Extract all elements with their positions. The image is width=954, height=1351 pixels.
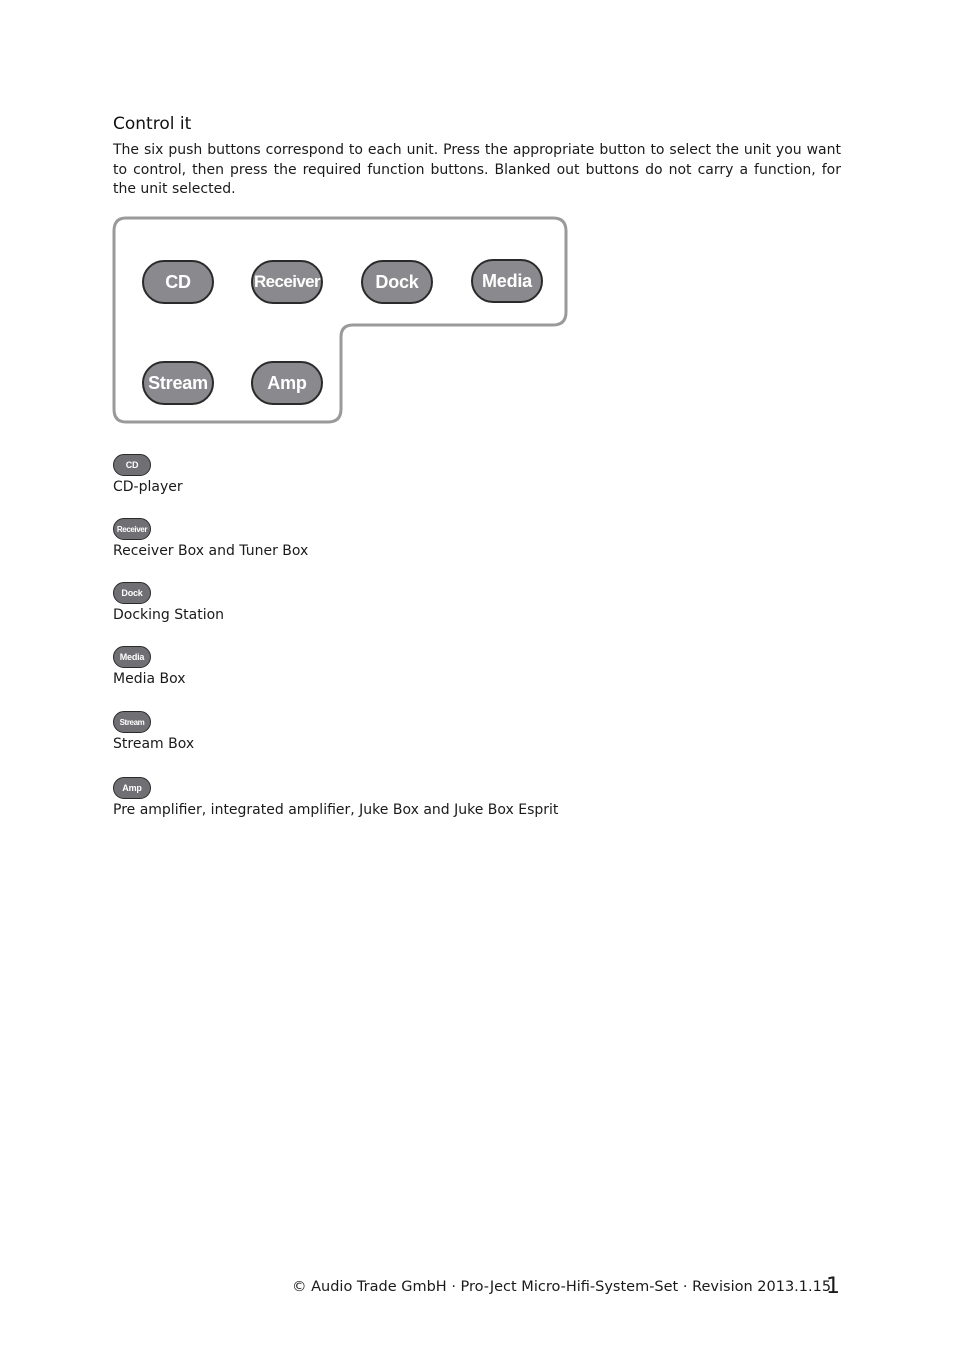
receiver-button[interactable]: Receiver bbox=[251, 260, 323, 304]
dock-button[interactable]: Dock bbox=[361, 260, 433, 304]
receiver-mini-button-icon: Receiver bbox=[113, 518, 151, 540]
intro-paragraph: The six push buttons correspond to each unit. Press the appropriate button to select the unit you want to control, then press the required function buttons. Blanked out buttons do not carry a function, for the unit selected. bbox=[113, 142, 841, 197]
unit-description: CD-player bbox=[113, 479, 183, 495]
footer-copyright: © Audio Trade GmbH · Pro-Ject Micro-Hifi-System-Set · Revision 2013.1.15 bbox=[292, 1279, 832, 1295]
section-title: Control it bbox=[113, 114, 192, 134]
cd-mini-button-icon: CD bbox=[113, 454, 151, 476]
unit-description: Stream Box bbox=[113, 736, 195, 752]
unit-item-receiver bbox=[113, 518, 308, 559]
cd-button[interactable]: CD bbox=[142, 260, 214, 304]
unit-description: Receiver Box and Tuner Box bbox=[113, 543, 309, 559]
unit-item-stream bbox=[113, 711, 194, 752]
remote-button-panel bbox=[112, 216, 572, 426]
dock-mini-button-icon: Dock bbox=[113, 582, 151, 604]
unit-description: Docking Station bbox=[113, 607, 225, 623]
unit-description: Pre amplifier, integrated amplifier, Juke Box and Juke Box Esprit bbox=[113, 802, 559, 818]
page-number: 1 bbox=[826, 1274, 840, 1299]
unit-item-cd bbox=[113, 454, 183, 495]
unit-item-amp bbox=[113, 777, 558, 818]
unit-description: Media Box bbox=[113, 671, 186, 687]
stream-mini-button-icon: Stream bbox=[113, 711, 151, 733]
unit-item-dock bbox=[113, 582, 224, 623]
media-mini-button-icon: Media bbox=[113, 646, 151, 668]
stream-button[interactable]: Stream bbox=[142, 361, 214, 405]
unit-item-media bbox=[113, 646, 186, 687]
amp-mini-button-icon: Amp bbox=[113, 777, 151, 799]
amp-button[interactable]: Amp bbox=[251, 361, 323, 405]
media-button[interactable]: Media bbox=[471, 259, 543, 303]
